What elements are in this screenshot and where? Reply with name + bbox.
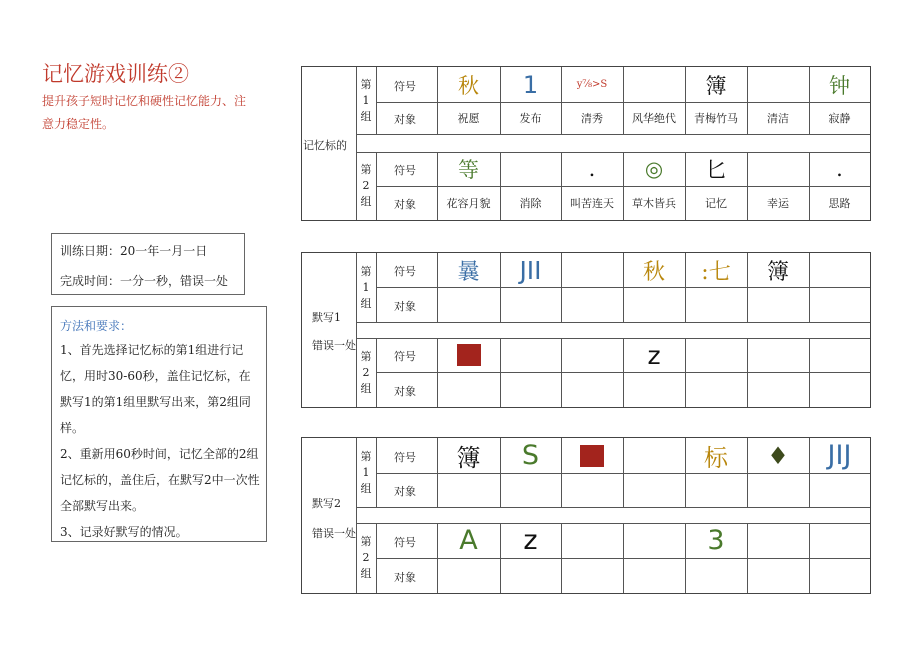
group1-object-cell[interactable] [623,473,685,507]
method-list [60,337,260,545]
group1-object-cell[interactable] [685,473,747,507]
row-label-symbol: 符号 [394,535,416,549]
method-item-1: 1、首先选择记忆标的第1组进行记忆，用时30-60秒，盖住记忆标，在默写1的第1组里默写出来，第2组同样。 [60,343,251,435]
group2-symbol-cell[interactable] [623,523,685,558]
group2-symbol-cell[interactable] [561,152,623,186]
symbol: . [588,157,596,181]
group1-object-cell[interactable] [437,287,500,322]
row-label-object: 对象 [394,113,416,126]
panel-side-label: 默写1 [312,311,341,324]
training-info-box [51,233,245,295]
group1-symbol-cell[interactable] [500,67,561,102]
method-item-3: 3、记录好默写的情况。 [60,525,188,539]
grid-line [376,523,377,593]
group1-symbol-cell[interactable] [561,67,623,102]
method-title: 方法和要求： [60,319,133,333]
symbol: 匕 [705,158,727,182]
group1-symbol-cell[interactable] [500,253,561,287]
group1-symbol-cell[interactable] [809,438,870,473]
group1-label: 第 1 组 [360,449,372,495]
group2-symbol-cell[interactable] [500,152,561,186]
group2-symbol-cell[interactable] [623,152,685,186]
object-text: 草木皆兵 [632,197,676,210]
symbol: :七 [701,259,731,285]
symbol: ◎ [644,157,664,181]
group1-label: 第 1 组 [360,264,372,310]
group2-symbol-cell[interactable] [500,523,561,558]
group2-symbol-cell[interactable] [500,338,561,372]
group1-symbol-cell[interactable] [685,67,747,102]
group2-object-cell[interactable] [747,372,809,407]
group1-object-cell[interactable] [623,102,685,134]
symbol: ♦ [767,441,789,470]
completion-time: 完成时间：一分一秒，错误一处 [60,274,229,288]
panel-side-label: 默写2 [312,497,341,510]
group2-symbol-cell[interactable] [437,338,500,372]
group1-object-cell[interactable] [561,287,623,322]
group1-object-cell[interactable] [809,287,870,322]
group1-object-cell[interactable] [809,473,870,507]
object-text: 风华绝代 [632,112,676,125]
row-label-symbol: 符号 [394,164,416,177]
grid-line [356,438,357,593]
method-item-2: 2、重新用60秒时间，记忆全部的2组记忆标的，盖住后，在默写2中一次性全部默写出来。 [60,447,260,513]
grid-line [356,322,870,323]
group2-symbol-cell[interactable] [685,523,747,558]
symbol: 簿 [766,259,789,285]
group2-symbol-cell[interactable] [809,152,870,186]
group1-object-cell[interactable] [623,287,685,322]
object-text: 祝愿 [457,112,480,125]
group1-symbol-cell[interactable] [437,67,500,102]
memory-panel [301,66,871,221]
group2-object-cell[interactable] [809,186,870,220]
group1-object-cell[interactable] [500,473,561,507]
symbol: 秋 [458,73,479,98]
group2-object-cell[interactable] [500,558,561,593]
row-label-symbol: 符号 [394,265,416,278]
grid-line [356,507,870,508]
group2-symbol-cell[interactable] [747,338,809,372]
group1-object-cell[interactable] [561,473,623,507]
object-text: 发布 [519,112,542,125]
symbol: . [836,157,843,181]
object-text: 消除 [519,197,542,210]
row-label-object: 对象 [394,299,416,313]
group1-object-cell[interactable] [437,102,500,134]
group2-object-cell[interactable] [685,372,747,407]
object-text: 幸运 [767,197,789,210]
group1-symbol-cell[interactable] [747,253,809,287]
group2-object-cell[interactable] [500,186,561,220]
object-text: 清秀 [581,112,603,125]
object-text: 寂静 [828,112,851,125]
group2-label: 第 2 组 [360,349,372,395]
grid-line [356,134,870,135]
group2-object-cell[interactable] [623,372,685,407]
group1-symbol-cell[interactable] [747,67,809,102]
symbol: JIJ [827,440,852,471]
group2-object-cell[interactable] [747,186,809,220]
group1-symbol-cell[interactable] [623,253,685,287]
symbol: z [647,340,661,370]
symbol: 标 [704,444,728,472]
object-text: 青梅竹马 [694,112,738,125]
page-title: 记忆游戏训练② [42,62,189,86]
group2-symbol-cell[interactable] [561,338,623,372]
row-label-object: 对象 [394,485,416,498]
symbol: 簿 [456,444,481,472]
group1-symbol-cell[interactable] [437,438,500,473]
group1-symbol-cell[interactable] [623,67,685,102]
group1-symbol-cell[interactable] [747,438,809,473]
object-text: 记忆 [705,197,727,210]
grid-line [376,438,377,507]
group1-object-cell[interactable] [685,102,747,134]
row-label-object: 对象 [394,384,416,398]
group1-symbol-cell[interactable] [809,67,870,102]
group1-object-cell[interactable] [747,102,809,134]
group1-symbol-cell[interactable] [685,438,747,473]
recall2-panel [301,437,871,594]
group1-object-cell[interactable] [747,287,809,322]
group2-object-cell[interactable] [685,186,747,220]
group2-object-cell[interactable] [561,186,623,220]
panel-side-label: 错误一处 [312,527,356,540]
symbol: S [521,440,540,471]
grid-line [376,253,377,322]
row-label-symbol: 符号 [394,350,416,363]
group1-symbol-cell[interactable] [561,438,623,473]
symbol: 秋 [642,259,665,285]
group2-symbol-cell[interactable] [685,152,747,186]
group1-object-cell[interactable] [500,287,561,322]
group2-object-cell[interactable] [437,186,500,220]
row-label-object: 对象 [394,570,416,584]
symbol: 3 [707,525,725,556]
group2-object-cell[interactable] [809,558,870,593]
object-text: 思路 [828,197,851,210]
group1-label: 第 1 组 [360,77,372,123]
group2-object-cell[interactable] [561,372,623,407]
group2-label: 第 2 组 [360,163,372,208]
row-label-symbol: 符号 [394,450,416,464]
group2-object-cell[interactable] [685,558,747,593]
symbol: JII [519,255,542,285]
group1-object-cell[interactable] [809,102,870,134]
group1-symbol-cell[interactable] [809,253,870,287]
grid-line [376,152,377,220]
group1-object-cell[interactable] [437,473,500,507]
group2-object-cell[interactable] [437,558,500,593]
symbol: 1 [522,70,539,99]
red-square-symbol [457,344,481,366]
group1-object-cell[interactable] [500,102,561,134]
object-text: 叫苦连天 [570,197,614,210]
group1-symbol-cell[interactable] [437,253,500,287]
symbol: 曩 [457,259,480,285]
grid-line [356,253,357,407]
symbol: 钟 [829,73,850,98]
panel-side-label: 错误一处 [312,339,356,352]
recall1-panel [301,252,871,408]
group2-symbol-cell[interactable] [747,152,809,186]
row-label-symbol: 符号 [394,79,416,93]
group2-symbol-cell[interactable] [561,523,623,558]
group2-object-cell[interactable] [623,186,685,220]
object-text: 清洁 [767,112,789,125]
symbol: y⅞>S [576,79,608,90]
red-square-symbol [580,445,604,467]
group2-symbol-cell[interactable] [747,523,809,558]
object-text: 花容月貌 [446,197,491,210]
method-box [51,306,267,542]
symbol: 等 [458,158,479,182]
group1-symbol-cell[interactable] [623,438,685,473]
group1-object-cell[interactable] [561,102,623,134]
group2-object-cell[interactable] [623,558,685,593]
group2-object-cell[interactable] [809,372,870,407]
panel-side-label: 记忆标的 [303,139,347,152]
group2-symbol-cell[interactable] [809,523,870,558]
grid-line [376,67,377,134]
symbol: 簿 [705,73,727,98]
symbol: z [523,525,538,556]
grid-line [376,338,377,407]
group1-symbol-cell[interactable] [561,253,623,287]
training-date: 训练日期：20一年一月一日 [60,244,208,258]
group1-symbol-cell[interactable] [685,253,747,287]
group2-object-cell[interactable] [500,372,561,407]
group2-symbol-cell[interactable] [809,338,870,372]
group2-symbol-cell[interactable] [685,338,747,372]
group1-object-cell[interactable] [747,473,809,507]
group2-symbol-cell[interactable] [437,523,500,558]
group2-symbol-cell[interactable] [437,152,500,186]
group2-object-cell[interactable] [561,558,623,593]
group2-symbol-cell[interactable] [623,338,685,372]
group2-label: 第 2 组 [360,535,372,580]
group1-object-cell[interactable] [685,287,747,322]
symbol: A [459,525,478,556]
row-label-object: 对象 [394,198,416,211]
grid-line [356,67,357,220]
page-subtitle: 提升孩子短时记忆和硬性记忆能力、注意力稳定性。 [42,94,247,131]
group2-object-cell[interactable] [437,372,500,407]
group1-symbol-cell[interactable] [500,438,561,473]
group2-object-cell[interactable] [747,558,809,593]
